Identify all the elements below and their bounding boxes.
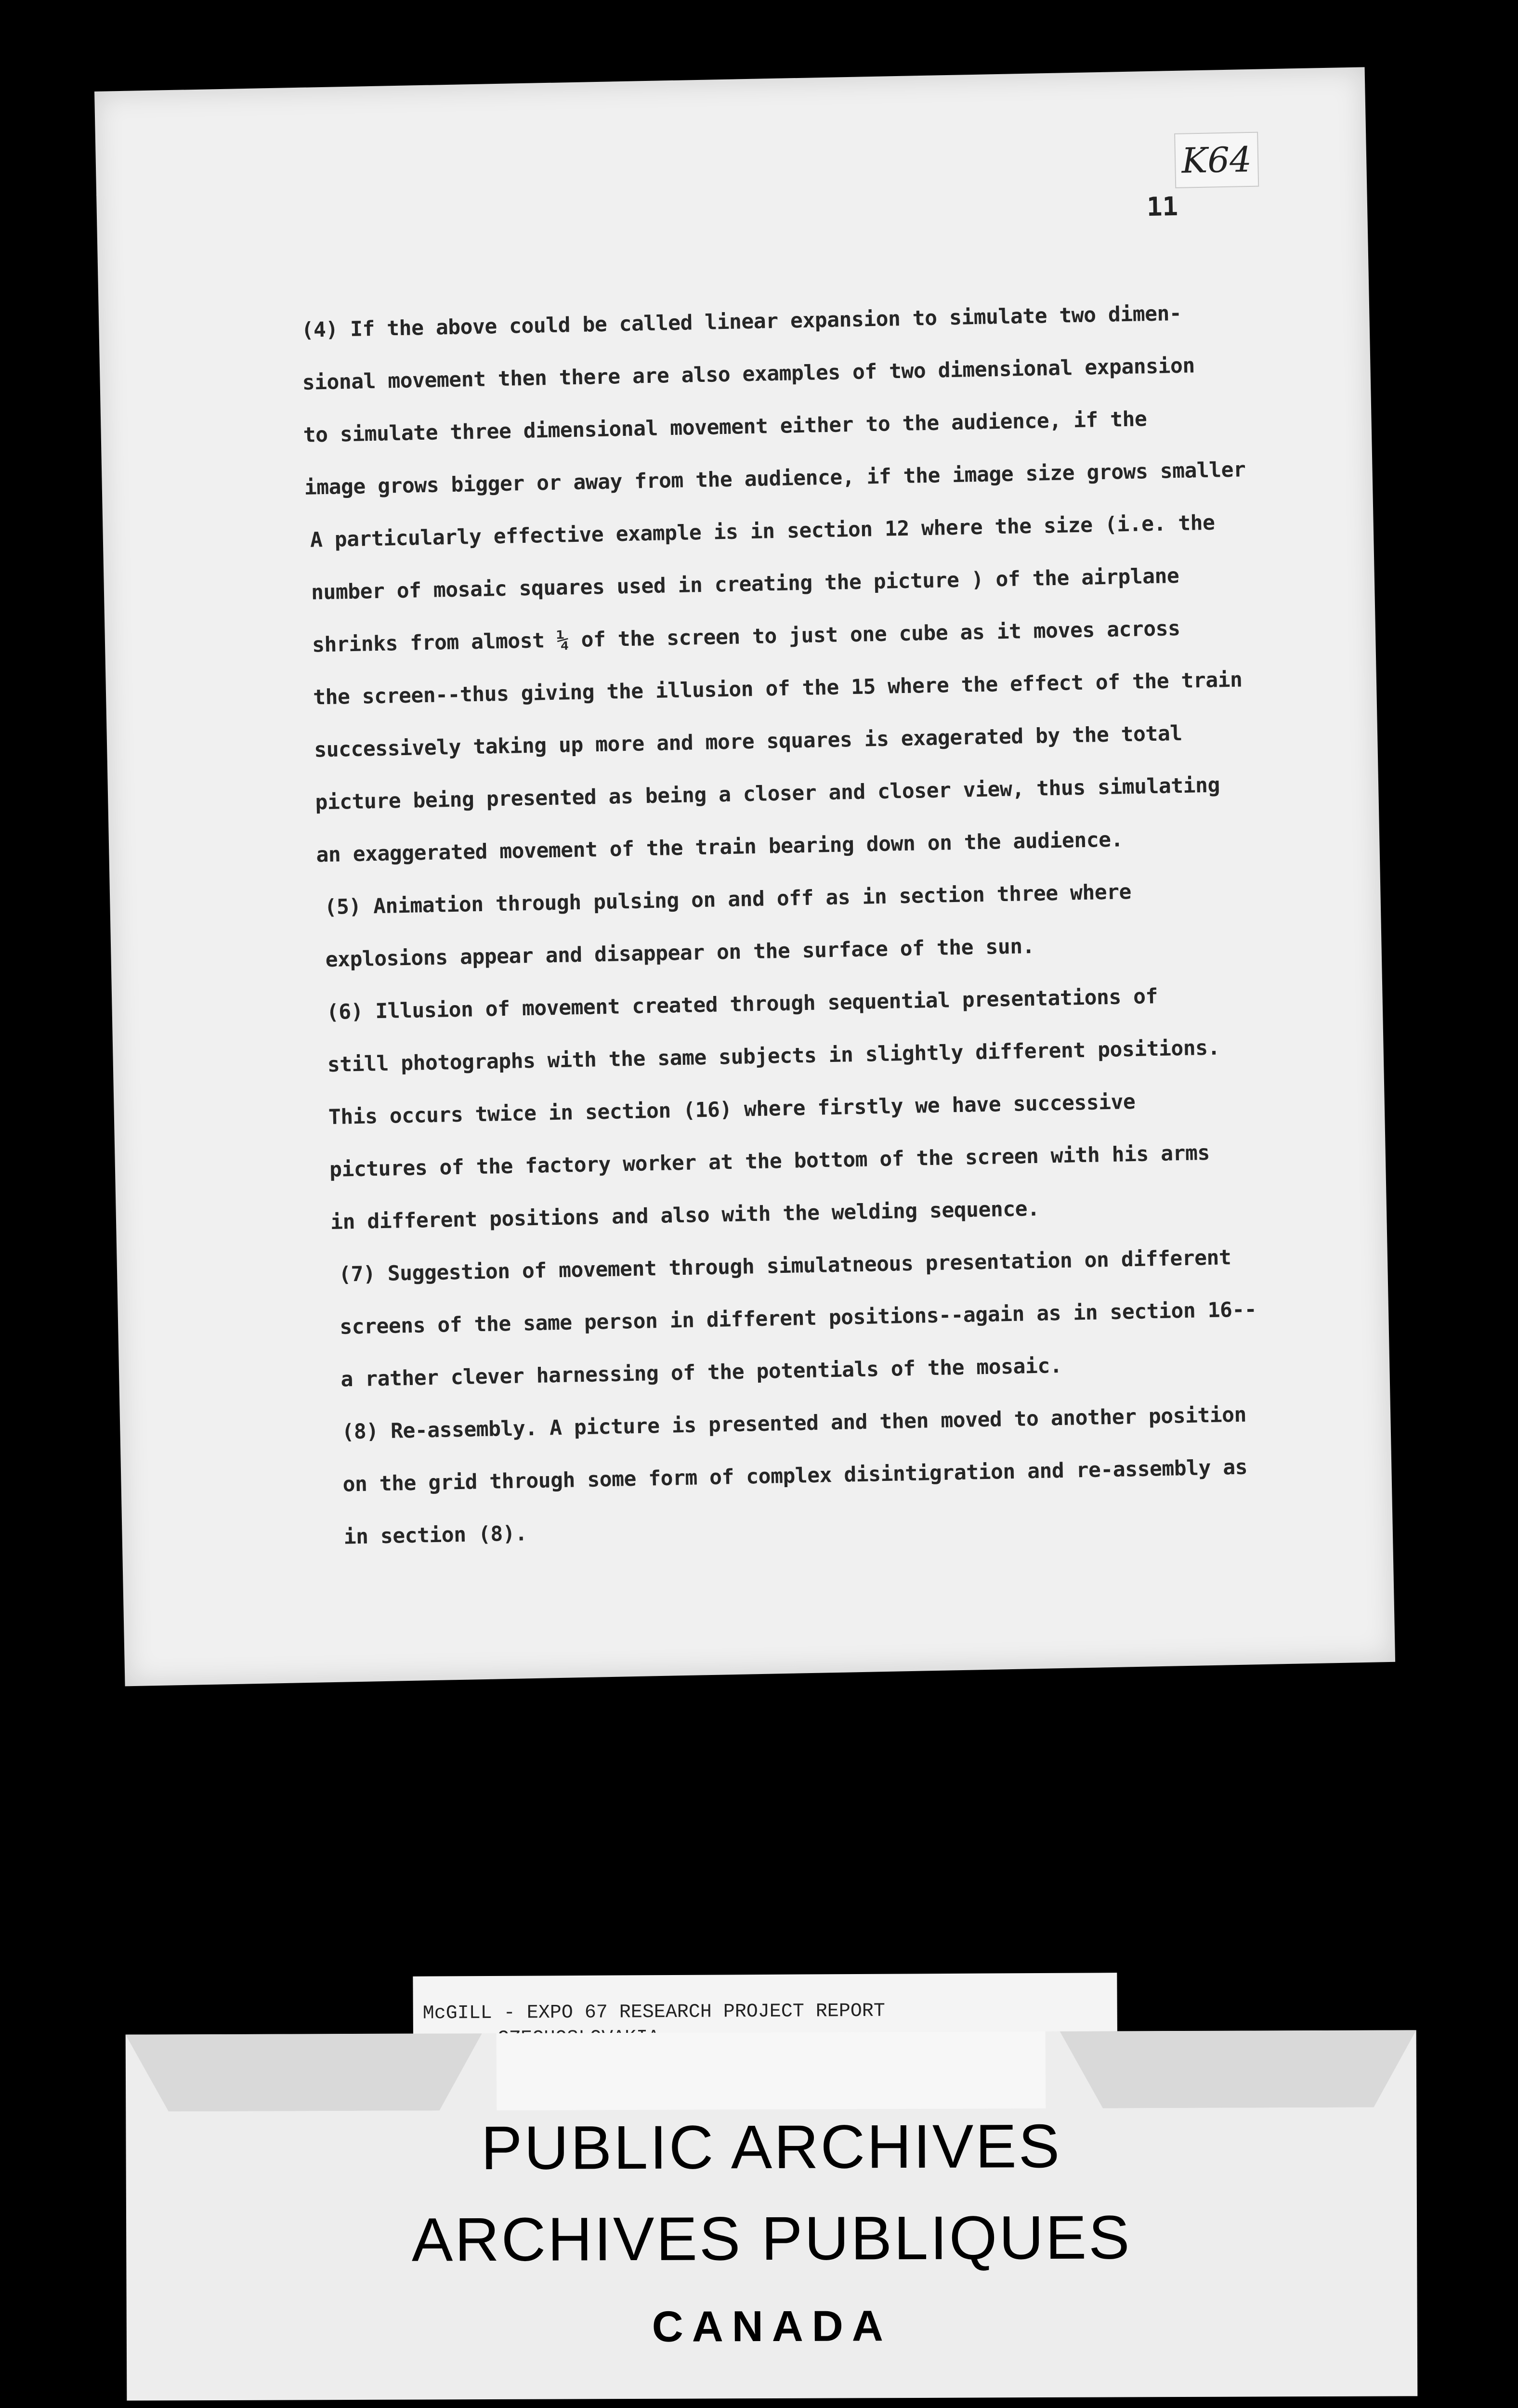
text-line: image grows bigger or away from the audience, if the image size grows smaller — [304, 458, 1246, 500]
text-line: (7) Suggestion of movement through simulatneous presentation on different — [338, 1245, 1231, 1287]
handwritten-label: K64 — [1174, 132, 1259, 188]
text-line: pictures of the factory worker at the bottom of the screen with his arms — [329, 1140, 1210, 1182]
text-line: the screen--thus giving the illusion of the 15 where the effect of the train — [313, 667, 1243, 710]
text-line: picture being presented as being a closer and closer view, thus simulating — [314, 773, 1220, 815]
text-line: screens of the same person in different positions--again as in section 16-- — [339, 1297, 1257, 1339]
text-line: explosions appear and disappear on the surface of the sun. — [325, 934, 1035, 972]
text-line: shrinks from almost ¼ of the screen to just one cube as it moves across — [312, 616, 1180, 657]
text-line: to simulate three dimensional movement either to the audience, if the — [303, 407, 1147, 447]
archive-country: CANADA — [652, 2302, 892, 2351]
text-line: in section (8). — [343, 1521, 527, 1549]
text-line: on the grid through some form of complex disintigration and re-assembly as — [342, 1455, 1248, 1497]
card-notch — [126, 2033, 483, 2112]
text-line: in different positions and also with the welding sequence. — [330, 1196, 1040, 1235]
document-page — [94, 67, 1395, 1686]
archive-title-french: ARCHIVES PUBLIQUES — [411, 2203, 1132, 2275]
text-line: a rather clever harnessing of the potentials of the mosaic. — [340, 1353, 1062, 1392]
text-line: (8) Re-assembly. A picture is presented and then moved to another position — [341, 1402, 1247, 1444]
text-line: (5) Animation through pulsing on and off as in section three where — [324, 879, 1132, 920]
text-line: still photographs with the same subjects in slightly different positions. — [327, 1035, 1220, 1077]
card-inner-tab — [497, 2031, 1046, 2110]
archive-card — [126, 2030, 1418, 2400]
text-line: successively taking up more and more squares is exagerated by the total — [314, 721, 1183, 762]
text-line: This occurs twice in section (16) where firstly we have successive — [328, 1089, 1136, 1130]
text-line: A particularly effective example is in section 12 where the size (i.e. the — [310, 510, 1215, 552]
card-notch — [1060, 2030, 1417, 2108]
text-line: an exaggerated movement of the train bearing down on the audience. — [316, 827, 1124, 867]
collection-title: McGILL - EXPO 67 RESEARCH PROJECT REPORT — [422, 2000, 885, 2025]
page-number: 11 — [1146, 191, 1178, 222]
text-line: (4) If the above could be called linear expansion to simulate two dimen- — [301, 301, 1182, 342]
text-line: sional movement then there are also examples of two dimensional expansion — [302, 353, 1195, 395]
text-line: number of mosaic squares used in creating the picture ) of the airplane — [311, 563, 1179, 605]
document-body — [301, 286, 1288, 1564]
text-line: (6) Illusion of movement created through sequential presentations of — [326, 984, 1158, 1025]
archive-title-english: PUBLIC ARCHIVES — [481, 2111, 1062, 2183]
